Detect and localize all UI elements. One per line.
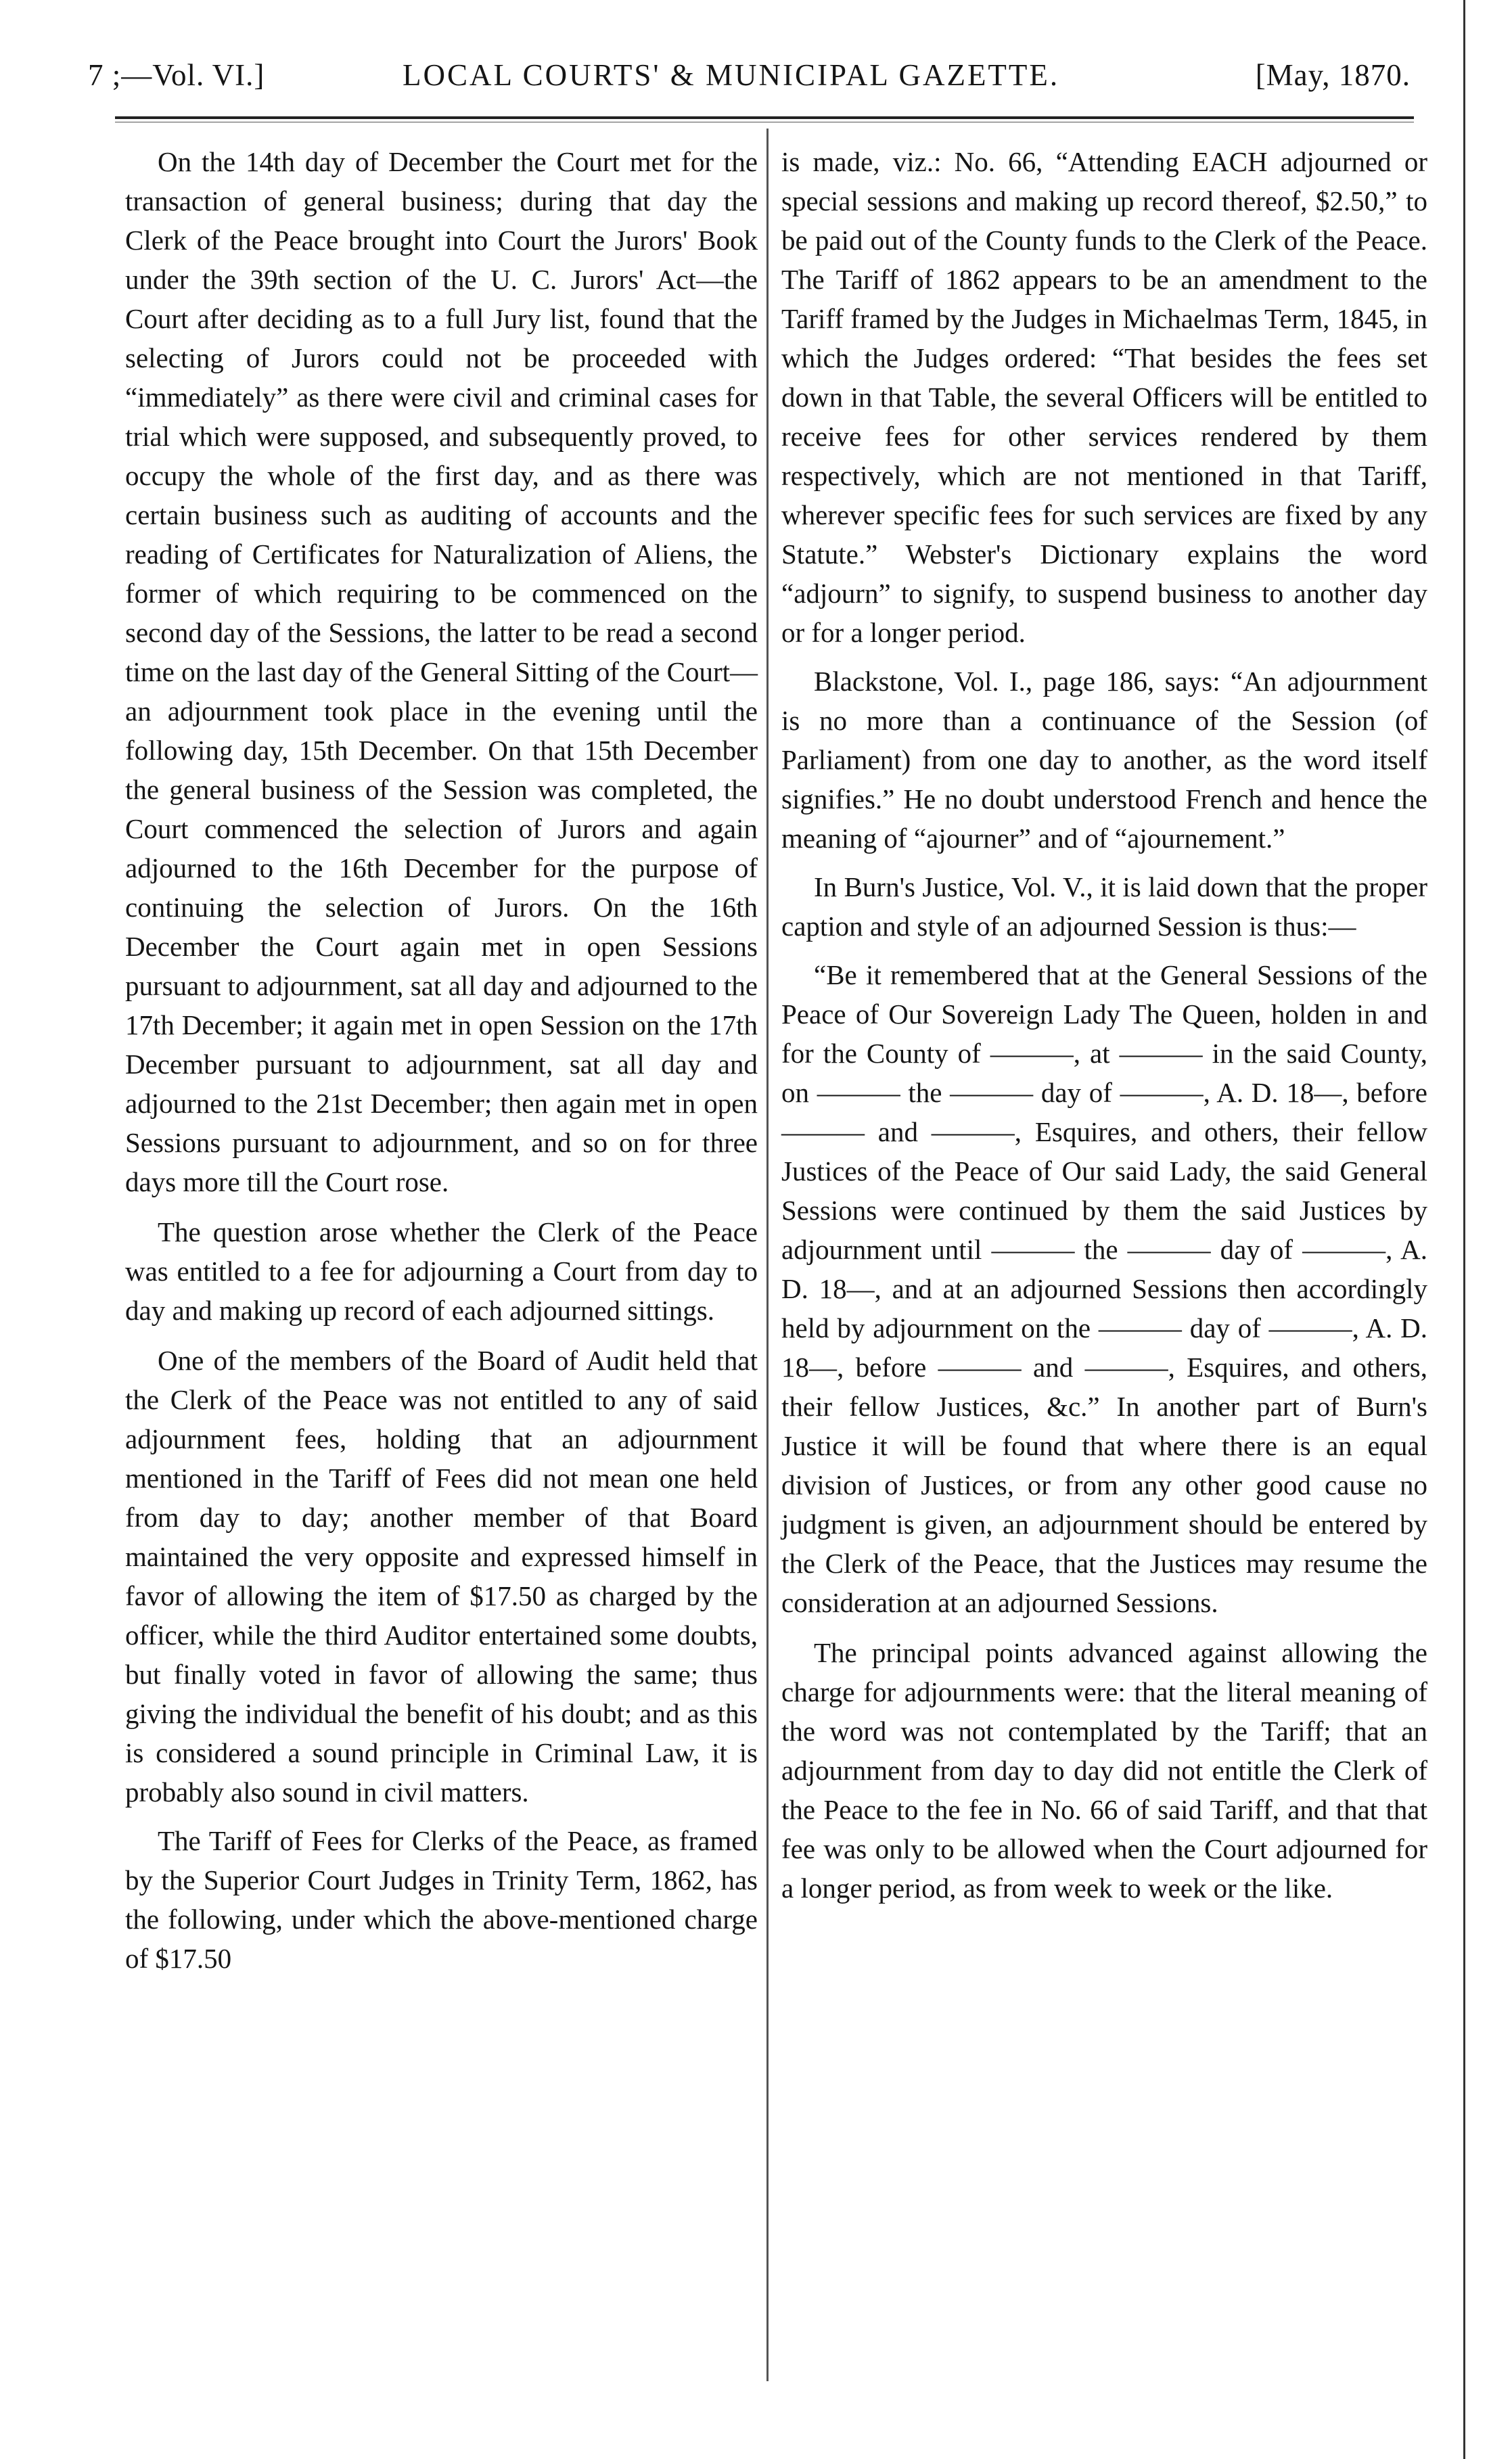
- running-header: [88, 58, 1411, 112]
- left-paragraph-4: The Tariff of Fees for Clerks of the Peace, as framed by the Superior Court Judges in Trinity Term, 1862, has the following, under which the above-mentioned charge of $17.50: [125, 1825, 758, 1974]
- right-column: [781, 142, 1427, 1917]
- right-paragraph-1: is made, viz.: No. 66, “Attending EACH adjourned or special sessions and making up record thereof, $2.50,” to be paid out of the County funds to the Clerk of the Peace. The Tariff of 1862 appears to be an amendment to the Tariff framed by the Judges in Michaelmas Term, 1845, in which the Judges ordered: “That besides the fees set down in that Table, the several Officers will be entitled to receive fees for other services rendered by them respectively, which are not mentioned in that Tariff, wherever specific fees for such services are fixed by any Statute.” Webster's Dictionary explains the word “adjourn” to signify, to suspend business to another day or for a longer period.: [781, 146, 1427, 648]
- left-paragraph-2: The question arose whether the Clerk of the Peace was entitled to a fee for adjourning a Court from day to day and making up record of each adjourned sittings.: [125, 1216, 758, 1326]
- page-volume: 7 ;—Vol. VI.]: [88, 58, 265, 92]
- header-rule: [115, 116, 1414, 119]
- right-paragraph-5: The principal points advanced against allowing the charge for adjournments were: that the literal meaning of the word was not contemplated by the Tariff; that an adjournment from day to day did not entitle the Clerk of the Peace to the fee in No. 66 of said Tariff, and that that fee was only to be allowed when the Court adjourned for a longer period, as from week to week or the like.: [781, 1637, 1427, 1904]
- page-edge-line: [1463, 0, 1465, 2459]
- right-paragraph-4: “Be it remembered that at the General Sessions of the Peace of Our Sovereign Lady The Queen, holden in and for the County of ———, at ——— in the said County, on ——— the ——— day of ———, A. D. 18—, before ——— and ———, Esquires, and others, their fellow Justices of the Peace of Our said Lady, the said General Sessions were continued by them the said Justices by adjournment until ——— the ——— day of ———, A. D. 18—, and at an adjourned Sessions then accordingly held by adjournment on the ——— day of ———, A. D. 18—, before ——— and ———, Esquires, and others, their fellow Justices, &c.” In another part of Burn's Justice it will be found that where there is an equal division of Justices, or from any other good cause no judgment is given, an adjournment should be entered by the Clerk of the Peace, that the Justices may resume the consideration at an adjourned Sessions.: [781, 959, 1427, 1618]
- right-paragraph-3: In Burn's Justice, Vol. V., it is laid down that the proper caption and style of an adjourned Session is thus:—: [781, 871, 1427, 942]
- right-paragraph-2: Blackstone, Vol. I., page 186, says: “An adjournment is no more than a continuance of the Session (of Parliament) from one day to another, as the word itself signifies.” He no doubt understood French and hence the meaning of “ajourner” and of “ajournement.”: [781, 666, 1427, 854]
- left-paragraph-3: One of the members of the Board of Audit held that the Clerk of the Peace was not entitled to any of said adjournment fees, holding that an adjournment mentioned in the Tariff of Fees did not mean one held from day to day; another member of that Board maintained the very opposite and expressed himself in favor of allowing the item of $17.50 as charged by the officer, while the third Auditor entertained some doubts, but finally voted in favor of allowing the same; thus giving the individual the benefit of his doubt; and as this is considered a sound principle in Criminal Law, it is probably also sound in civil matters.: [125, 1345, 758, 1808]
- left-column: [125, 142, 758, 1987]
- publication-title: LOCAL COURTS' & MUNICIPAL GAZETTE.: [403, 58, 1060, 92]
- left-paragraph-1: On the 14th day of December the Court met for the transaction of general business; during that day the Clerk of the Peace brought into Court the Jurors' Book under the 39th section of the U. C. Jurors' Act—the Court after deciding as to a full Jury list, found that the selecting of Jurors could not be proceeded with “immediately” as there were civil and criminal cases for trial which were supposed, and subsequently proved, to occupy the whole of the first day, and as there was certain business such as auditing of accounts and the reading of Certificates for Naturalization of Aliens, the former of which requiring to be commenced on the second day of the Sessions, the latter to be read a second time on the last day of the General Sitting of the Court—an adjournment took place in the evening until the following day, 15th December. On that 15th December the general business of the Session was completed, the Court commenced the selection of Jurors and again adjourned to the 16th December for the purpose of continuing the selection of Jurors. On the 16th December the Court again met in open Sessions pursuant to adjournment, sat all day and adjourned to the 17th December; it again met in open Session on the 17th December pursuant to adjournment, sat all day and adjourned to the 21st December; then again met in open Sessions pursuant to adjournment, and so on for three days more till the Court rose.: [125, 146, 758, 1197]
- column-divider: [766, 129, 769, 2381]
- issue-date: [May, 1870.: [1255, 58, 1411, 92]
